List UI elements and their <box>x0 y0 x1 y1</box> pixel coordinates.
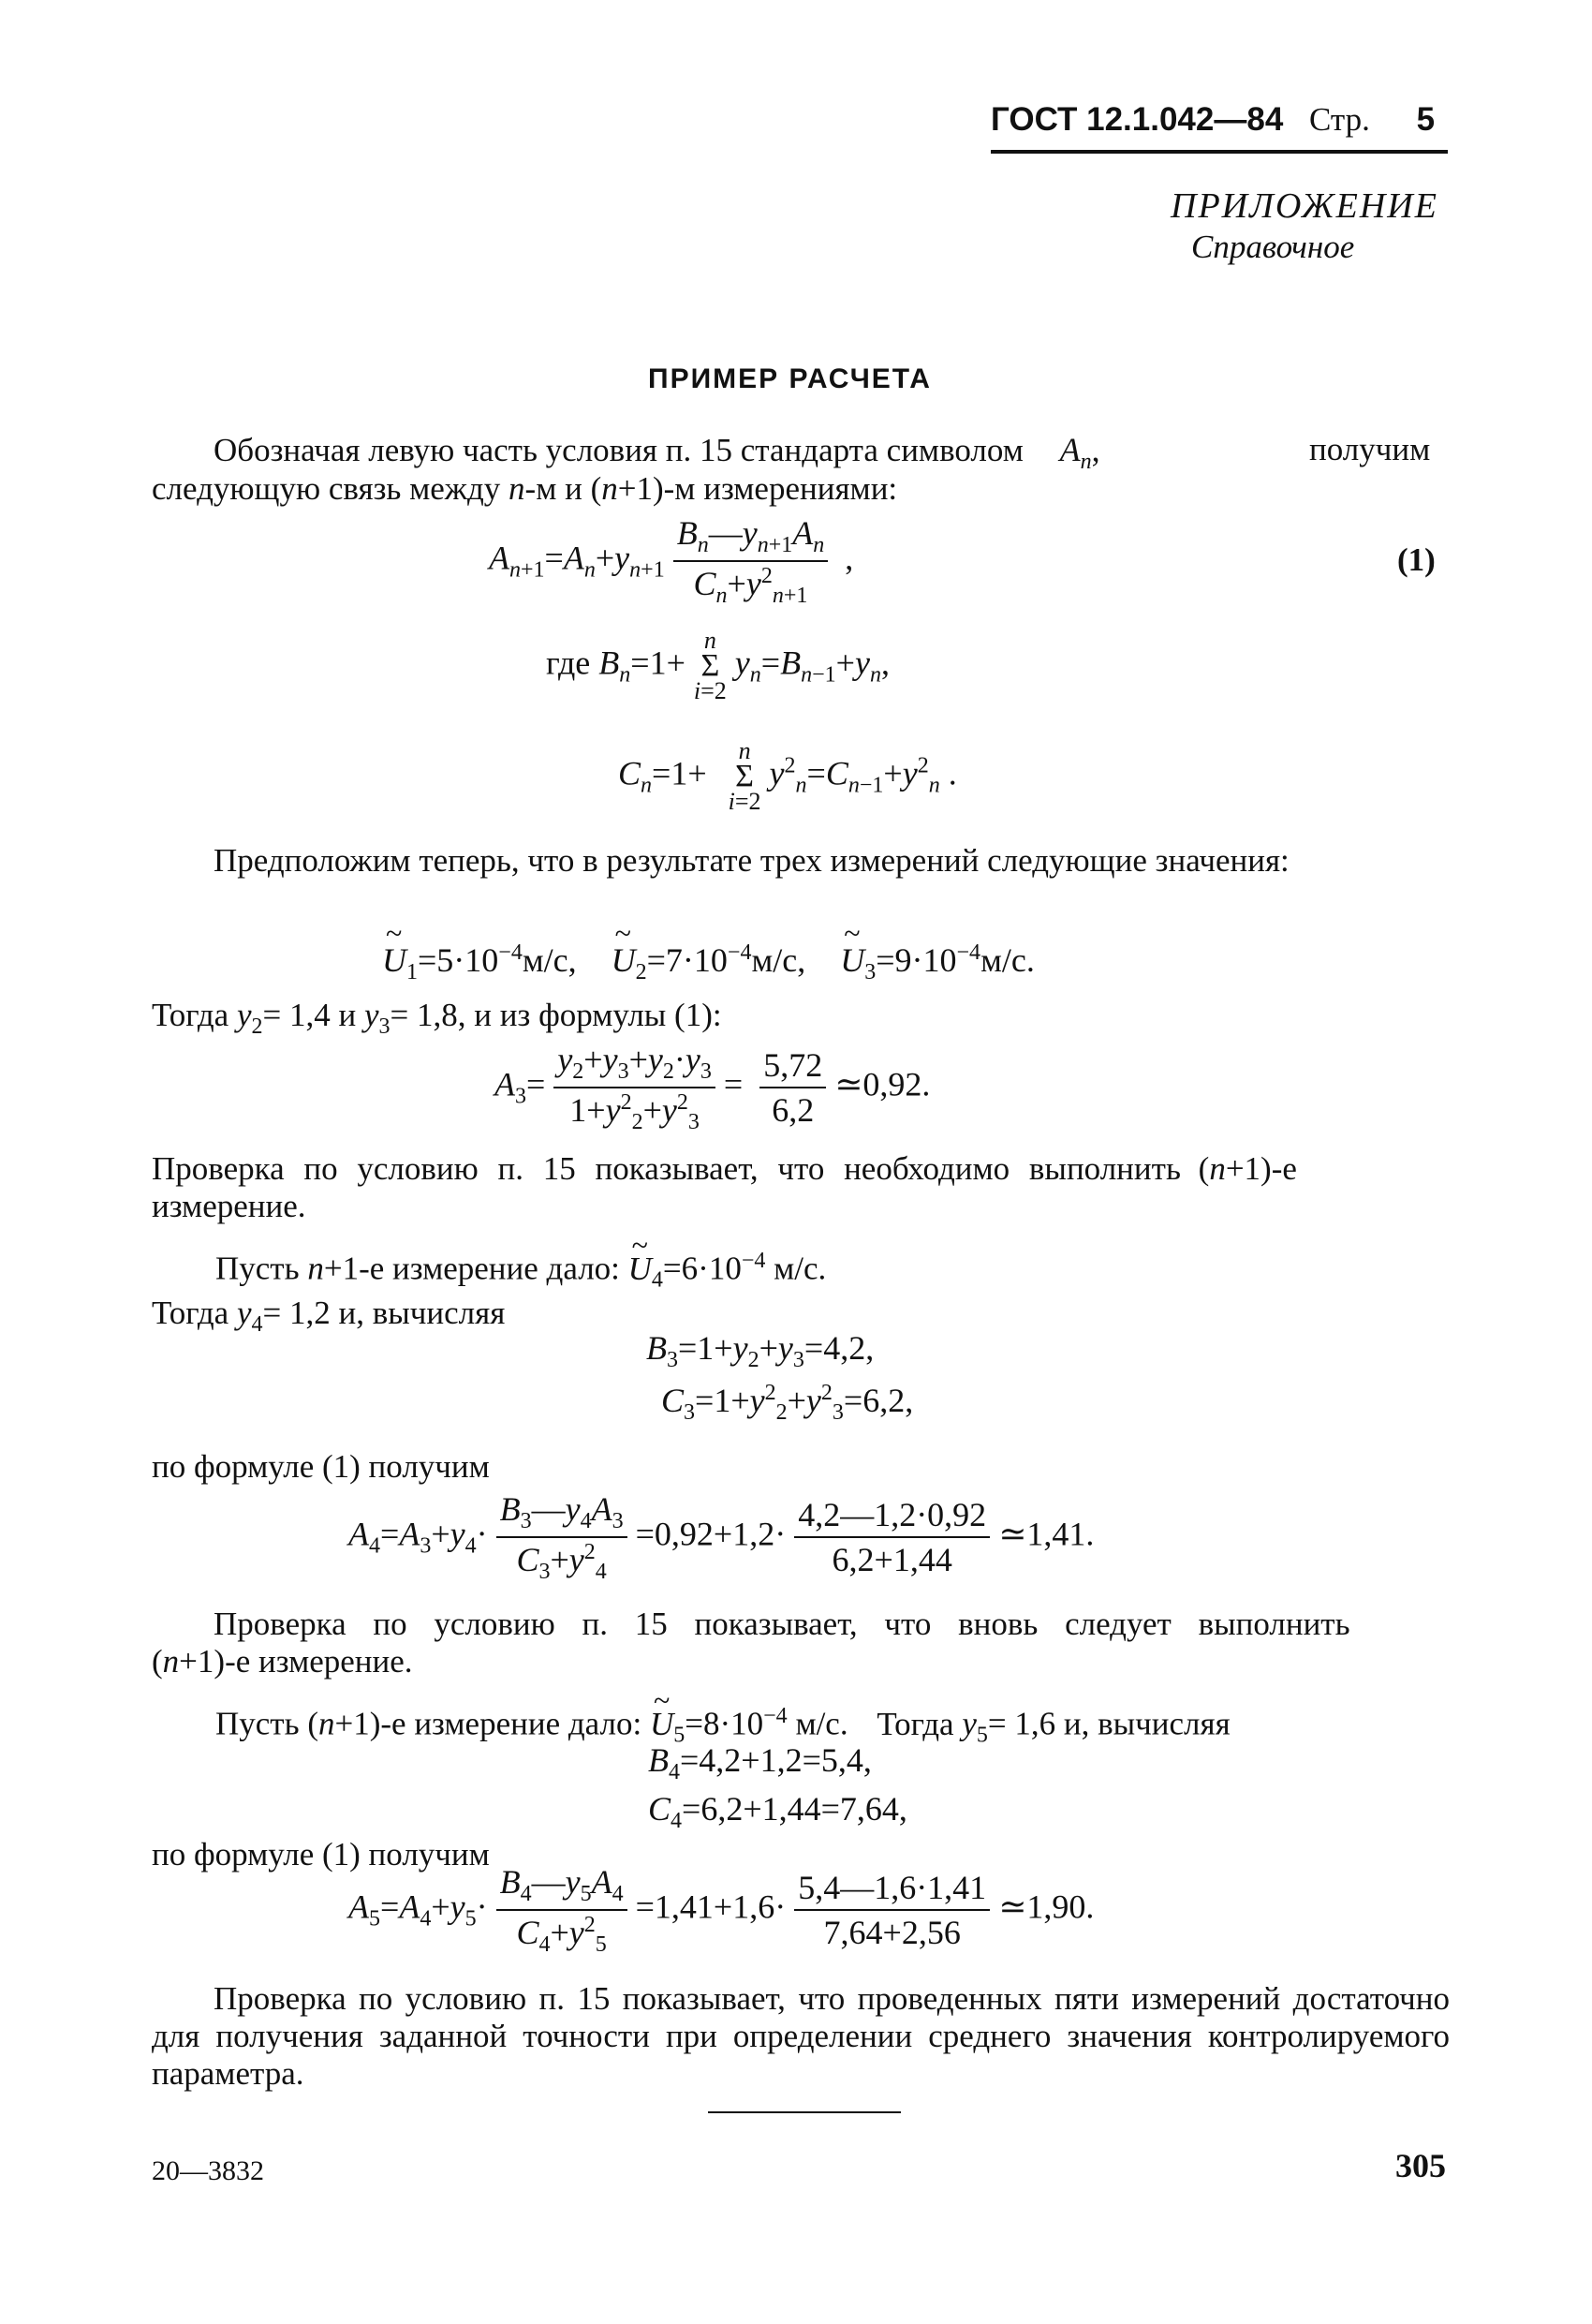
formula-c3: $C_3=1+y^2_2+y^2_3=6,2$, <box>661 1381 914 1426</box>
line-pust-2: Пусть (n+1)-е измерение дало: ~ $U_5=8\cdot 10^{-4}$ м/с. Тогда $y_5= 1,6$ и, вычисляя <box>215 1695 1231 1756</box>
line-po-formule-2: по формуле (1) получим <box>152 1836 490 1873</box>
formula-1: $A_{n+1}=A_n+y_{n+1}$ $\frac{B_n—y_{n+1}A_n}{C_n+y^2_{n+1}}$ , <box>489 514 854 609</box>
paragraph-intro-line2: следующую связь между n-м и (n+1)-м измерениями: <box>152 470 898 507</box>
check-2-line1: Проверка по условию п. 15 показывает, что вновь следует выполнить <box>214 1606 1350 1642</box>
measured-values: ~ $U_1=5\cdot 10^{-4}м/с$, ~ $U_2=7\cdot 10^{-4}м/с$, ~ $U_3=9\cdot 10^{-4}м/с$. <box>382 940 1035 985</box>
formula-bn: где $B_n=1+ n$ Σ i=2 $y_n=B_{n-1}+y_n$, <box>546 627 890 704</box>
footer-rule <box>708 2111 901 2113</box>
page-word: Стр. <box>1309 101 1370 138</box>
page-number: 5 <box>1416 101 1436 138</box>
formula-cn: $C_n=1+ n$ Σ i=2 $y^2_n=C_{n-1}+y^2_n$ . <box>618 737 957 815</box>
formula-b3: $B_3=1+y_2+y_3=4,2$, <box>646 1329 875 1373</box>
footer-page-number: 305 <box>1395 2147 1446 2184</box>
paragraph-final: Проверка по условию п. 15 показывает, что проведенных пяти измерений достаточно для получения заданной точности при определении среднего значения контролируемого параметра. <box>152 1980 1450 2092</box>
paragraph-intro-get: получим <box>1309 431 1431 467</box>
formula-a3: $A_3=$ $\frac{y_2+y_3+y_2\cdot y_3}{1+y^2_2+y^2_3}$ = $\frac{5,72}{6,2}$ ≃0,92. <box>494 1041 931 1135</box>
header-rule <box>991 150 1448 154</box>
paragraph-assume: Предположим теперь, что в результате трех измерений следующие значения: <box>214 842 1290 879</box>
line-po-formule-1: по формуле (1) получим <box>152 1448 490 1485</box>
check-1-line2: измерение. <box>152 1188 306 1224</box>
footer-code: 20—3832 <box>152 2155 264 2186</box>
formula-a5: $A_5=A_4+y_5\cdot$ $\frac{B_4—y_5A_4}{C_4+y^2_5}$ =1,41+1,6· $\frac{5,4—1,6\cdot 1,41}{7,64+2,56}$ ≃1,90. <box>348 1863 1095 1958</box>
check-2-line2: (n+1)-е измерение. <box>152 1643 413 1680</box>
paragraph-intro-line1: Обозначая левую часть условия п. 15 стандарта символом $A_n$, <box>214 431 1100 475</box>
appendix-title: ПРИЛОЖЕНИЕ <box>1171 186 1438 226</box>
line-pust-1: Пусть n+1-е измерение дало: ~ $U_4=6\cdot 10^{-4}$ м/с. <box>215 1240 826 1301</box>
page-header <box>991 101 1435 139</box>
standard-number: ГОСТ 12.1.042—84 <box>991 101 1284 138</box>
section-title: ПРИМЕР РАСЧЕТА <box>648 363 932 394</box>
formula-a4: $A_4=A_3+y_4\cdot$ $\frac{B_3—y_4A_3}{C_3+y^2_4}$ =0,92+1,2· $\frac{4,2—1,2\cdot 0,92}{6,2+1,44}$ ≃1,41. <box>348 1490 1095 1585</box>
formula-b4: $B_4=4,2+1,2=5,4$, <box>648 1741 872 1785</box>
equation-number: (1) <box>1397 541 1436 578</box>
formula-c4: $C_4=6,2+1,44=7,64$, <box>648 1790 907 1834</box>
line-togda-y4: Тогда $y_4= 1,2$ и, вычисляя <box>152 1295 506 1337</box>
appendix-subtitle: Справочное <box>1191 229 1355 265</box>
line-togda-y2-y3: Тогда $y_2= 1,4$ и $y_3= 1,8$, и из формулы (1): <box>152 997 722 1039</box>
check-1-line1: Проверка по условию п. 15 показывает, что необходимо выполнить (n+1)-е <box>152 1150 1297 1187</box>
